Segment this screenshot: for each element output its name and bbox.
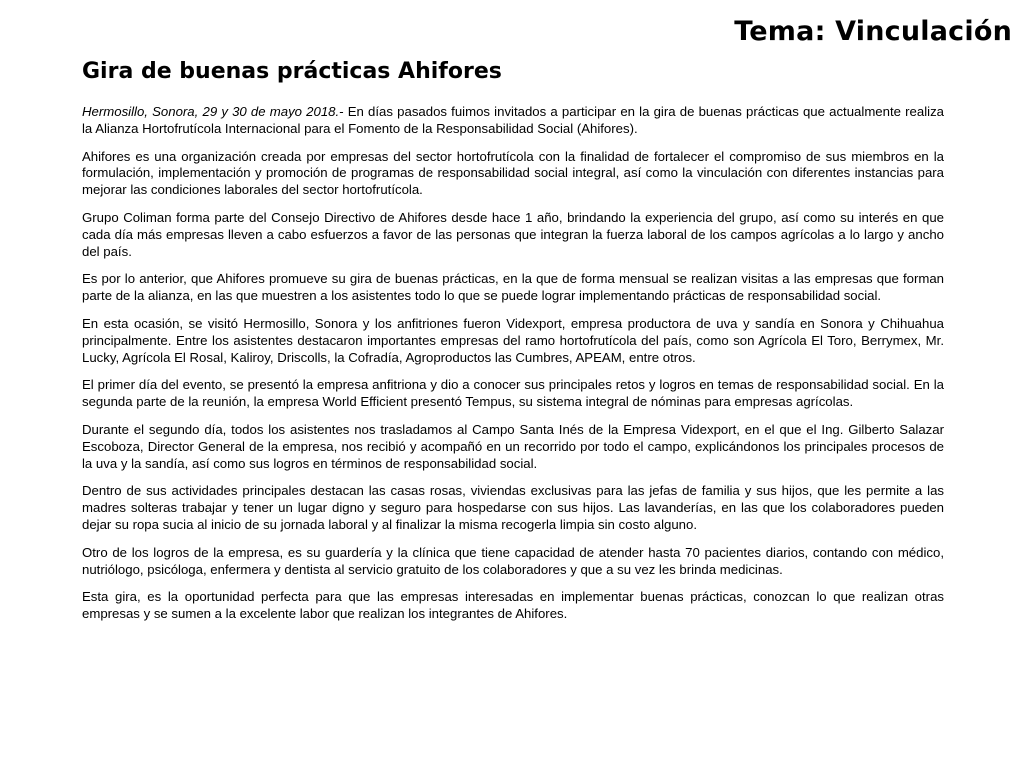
dateline: Hermosillo, Sonora, 29 y 30 de mayo 2018. (82, 104, 340, 119)
paragraph-intro (82, 104, 944, 138)
paragraph-conclusion: Esta gira, es la oportunidad perfecta para que las empresas interesadas en implementar buenas prácticas, conozcan lo que realizan otras empresas y se sumen a la excelente labor que realizan los integrantes de Ahifores. (82, 589, 944, 622)
paragraph-first-day: El primer día del evento, se presentó la empresa anfitriona y dio a conocer sus principales retos y logros en temas de responsabilidad social. En la segunda parte de la reunión, la empresa World Efficient presentó Tempus, su sistema integral de nóminas para empresas agrícolas. (82, 377, 944, 410)
paragraph-about-ahifores: Ahifores es una organización creada por empresas del sector hortofrutícola con la finalidad de fortalecer el compromiso de sus miembros en la formulación, implementación y promoción de programas de responsabilidad social integral, así como la vinculación con diferentes instancias para mejorar las condiciones laborales del sector hortofrutícola. (82, 148, 944, 198)
paragraph-achievements: Otro de los logros de la empresa, es su guardería y la clínica que tiene capacidad de atender hasta 70 pacientes diarios, contando con médico, nutriólogo, psicóloga, enfermera y dentista al servicio gratuito de los colaboradores y que a su vez les brinda medicinas. (82, 544, 944, 577)
paragraph-activities: Dentro de sus actividades principales destacan las casas rosas, viviendas exclusivas para las jefas de familia y sus hijos, que les permite a las madres solteras trabajar y tener un lugar digno y seguro para hospedarse con sus hijos. Las lavanderías, en las que los colaboradores pueden dejar su ropa sucia al inicio de su jornada laboral y al finalizar la misma recogerla limpia sin costo alguno. (82, 483, 944, 532)
article-title: Gira de buenas prácticas Ahifores (82, 59, 502, 84)
paragraph-grupo-coliman: Grupo Coliman forma parte del Consejo Directivo de Ahifores desde hace 1 año, brindando la experiencia del grupo, así como su interés en que cada día más empresas lleven a cabo esfuerzos a favor de las personas que integran la fuerza laboral de los campos agrícolas a lo largo y ancho del país. (82, 209, 944, 259)
paragraph-hermosillo-visit: En esta ocasión, se visitó Hermosillo, Sonora y los anfitriones fueron Videxport, empresa productora de uva y sandía en Sonora y Chihuahua principalmente. Entre los asistentes destacaron importantes empresas del ramo hortofrutícola del país, como son Agrícola El Toro, Berrymex, Mr. Lucky, Agrícola El Rosal, Kaliroy, Driscolls, la Cofradía, Agroproductos las Cumbres, APEAM, entre otros. (82, 315, 944, 365)
paragraph-second-day: Durante el segundo día, todos los asistentes nos trasladamos al Campo Santa Inés de la Empresa Videxport, en el que el Ing. Gilberto Salazar Escoboza, Director General de la empresa, nos recibió y acompañó en un recorrido por todo el campo, explicándonos los principales procesos de la uva y la sandía, así como sus logros en términos de responsabilidad social. (82, 421, 944, 471)
article-body (82, 104, 944, 634)
topic-heading: Tema: Vinculación (734, 16, 1012, 47)
paragraph-gira: Es por lo anterior, que Ahifores promueve su gira de buenas prácticas, en la que de forma mensual se realizan visitas a las empresas que forman parte de la alianza, en las que muestren a los asistentes todo lo que se puede lograr implementando prácticas de responsabilidad social. (82, 271, 944, 304)
lead-text: - En días pasados fuimos invitados a participar en la gira de buenas prácticas que actualmente realiza la Alianza Hortofrutícola Internacional para el Fomento de la Responsabilidad Social (Ahifores). (82, 104, 944, 136)
